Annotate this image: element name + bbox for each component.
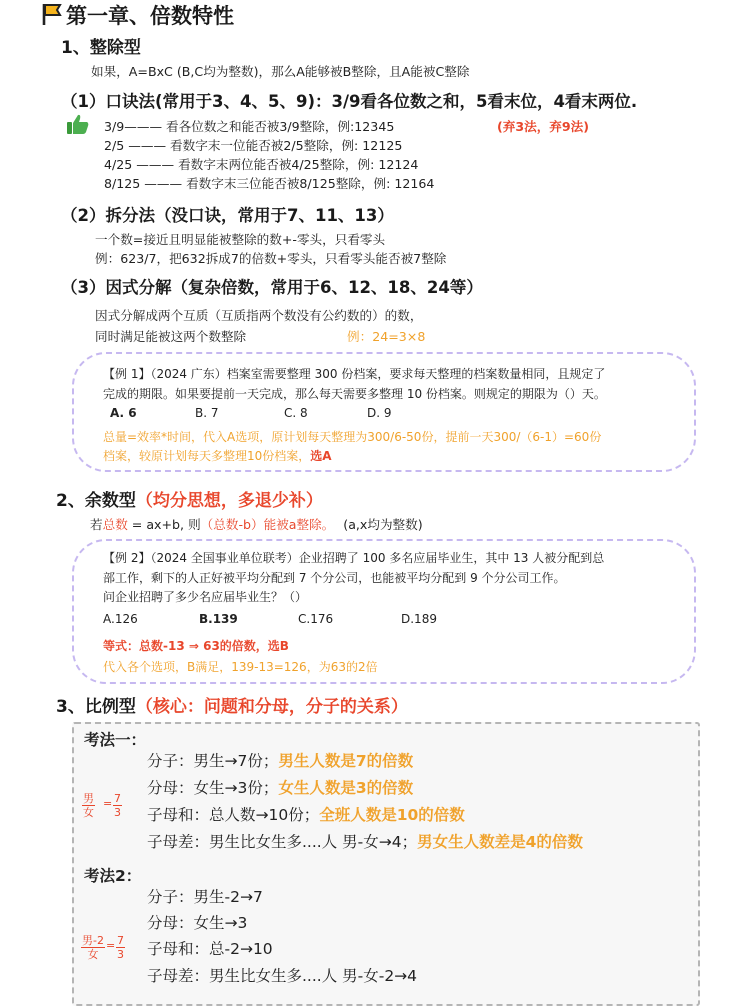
section-2-formula: [90, 514, 423, 533]
method-two-row-2: 分母：女生→3: [147, 914, 248, 932]
formula-total: 总数: [102, 517, 128, 532]
formula-eq: = ax+b, 则: [127, 517, 201, 532]
method-2-line-2: 例：623/7，把632拆成7的倍数+零头，只看零头能否被7整除: [95, 251, 447, 266]
formula-part-if: 若: [90, 517, 103, 532]
method-one-row-3-note: 全班人数是10的倍数: [319, 806, 465, 824]
method-3-heading: （3）因式分解（复杂倍数，常用于6、12、18、24等）: [61, 278, 483, 297]
section-2-note: （均分思想，多退少补）: [135, 491, 323, 511]
section-1-intro: 如果，A=BxC (B,C均为整数)，那么A能够被B整除，且A能被C整除: [91, 64, 470, 79]
section-1-heading: 1、整除型: [61, 38, 141, 58]
method-one-title: 考法一：: [84, 731, 147, 749]
example-2-option-a: A.126: [103, 612, 138, 626]
fraction-2-denominator: 女: [87, 948, 99, 961]
section-2-title: 2、余数型: [56, 491, 136, 511]
example-1-option-b: B. 7: [195, 406, 219, 420]
ratio-fraction-right-2: [116, 934, 125, 961]
example-2-question-line-3: 问企业招聘了多少名应届毕业生？（）: [103, 590, 308, 604]
rule-row-4-25: 4/25 ——— 看数字末两位能否被4/25整除，例: 12124: [104, 157, 419, 172]
example-2-option-d: D.189: [401, 612, 437, 626]
ratio-fraction-left-2: [81, 934, 105, 961]
fraction-numerator-value: 7: [114, 792, 121, 805]
method-3-line-1: 因式分解成两个互质（互质指两个数没有公约数的）的数，: [95, 308, 423, 323]
fraction-2-equals: =: [106, 939, 116, 952]
example-2-option-c: C.176: [298, 612, 334, 626]
example-1-solution-line-1: 总量=效率*时间，代入A选项，原计划每天整理为300/6-50份，提前一天300/（6-1）=60份: [103, 430, 602, 444]
fraction-denominator: 女: [83, 806, 94, 819]
fraction-2-numerator-value: 7: [117, 934, 124, 947]
formula-note: (a,x均为整数): [343, 517, 423, 532]
method-two-title: 考法2：: [84, 867, 142, 885]
method-two-row-3: 子母和：总-2→10: [147, 940, 273, 958]
fraction-2-numerator: 男-2: [82, 934, 104, 947]
method-one-row-3-text: 子母和：总人数→10份；: [147, 806, 320, 824]
example-1-question-line-1: 【例 1】（2024 广东）档案室需要整理 300 份档案，要求每天整理的档案数量相同，且规定了: [103, 367, 606, 381]
method-one-row-2-note: 女生人数是3的倍数: [278, 779, 414, 797]
example-1-option-a: A. 6: [110, 406, 137, 420]
rule-row-2-5: 2/5 ——— 看数字末一位能否被2/5整除，例: 12125: [104, 138, 403, 153]
example-1-answer: 选A: [310, 449, 332, 463]
method-one-row-4-text: 子母差：男生比女生多....人 男-女→4；: [147, 833, 418, 851]
fraction-2-denominator-value: 3: [117, 948, 124, 961]
formula-divisible: 能被a整除。: [263, 517, 335, 532]
method-one-row-1: [147, 749, 413, 771]
method-one-row-1-note: 男生人数是7的倍数: [278, 752, 414, 770]
example-1-solution-line-2: [103, 447, 332, 464]
method-one-row-4: [147, 830, 583, 852]
example-1-option-c: C. 8: [284, 406, 308, 420]
section-3-title: 3、比例型: [56, 697, 136, 717]
example-2-option-b: B.139: [199, 612, 238, 626]
method-one-row-2: [147, 776, 413, 798]
ratio-fraction-right: [113, 792, 122, 819]
section-2-heading: [56, 486, 323, 511]
example-2-solution-line-1: 等式：总数-13 ⇒ 63的倍数，选B: [103, 639, 289, 653]
ratio-fraction-left: [82, 792, 95, 819]
rule-note: (弃3法，弃9法): [497, 119, 590, 134]
example-2-question-line-1: 【例 2】（2024 全国事业单位联考）企业招聘了 100 多名应届毕业生，其中 13 人被分配到总: [103, 551, 605, 565]
thumbs-up-icon: [66, 113, 90, 135]
method-two-row-1: 分子：男生-2→7: [147, 888, 263, 906]
method-one-row-4-note: 男女生人数差是4的倍数: [417, 833, 583, 851]
flag-icon: [40, 2, 64, 26]
section-3-heading: [56, 692, 408, 717]
example-1-option-d: D. 9: [367, 406, 392, 420]
example-2-solution-line-2: 代入各个选项，B满足，139-13=126，为63的2倍: [103, 660, 378, 674]
method-2-line-1: 一个数=接近且明显能被整除的数+-零头，只看零头: [95, 232, 386, 247]
example-1-solution-text: 档案，较原计划每天多整理10份档案，: [103, 449, 311, 463]
method-one-row-2-text: 分母：女生→3份；: [147, 779, 279, 797]
method-1-heading: （1）口诀法(常用于3、4、5、9)：3/9看各位数之和，5看末位，4看末两位.: [61, 92, 638, 111]
section-3-note: （核心：问题和分母，分子的关系）: [135, 697, 408, 717]
fraction-denominator-value: 3: [114, 806, 121, 819]
rule-row-8-125: 8/125 ——— 看数字末三位能否被8/125整除，例: 12164: [104, 176, 435, 191]
fraction-equals: =: [103, 797, 113, 810]
method-2-heading: （2）拆分法（没口诀，常用于7、11、13）: [61, 206, 394, 225]
example-2-question-line-2: 部工作，剩下的人正好被平均分配到 7 个分公司，也能被平均分配到 9 个分公司工作。: [103, 571, 566, 585]
example-1-question-line-2: 完成的期限。如果要提前一天完成，那么每天需要多整理 10 份档案。则规定的期限为（）天。: [103, 387, 606, 401]
fraction-numerator: 男: [83, 792, 94, 805]
method-3-line-2: 同时满足能被这两个数整除: [95, 329, 247, 344]
rule-row-3-9: 3/9——— 看各位数之和能否被3/9整除，例:12345: [104, 119, 395, 134]
chapter-title: 第一章、倍数特性: [66, 4, 234, 28]
method-one-row-3: [147, 803, 465, 825]
method-3-example: 例：24=3×8: [347, 329, 426, 344]
method-one-row-1-text: 分子：男生→7份；: [147, 752, 279, 770]
formula-total-minus-b: （总数-b）: [200, 517, 264, 532]
method-two-row-4: 子母差：男生比女生多....人 男-女-2→4: [147, 967, 418, 985]
